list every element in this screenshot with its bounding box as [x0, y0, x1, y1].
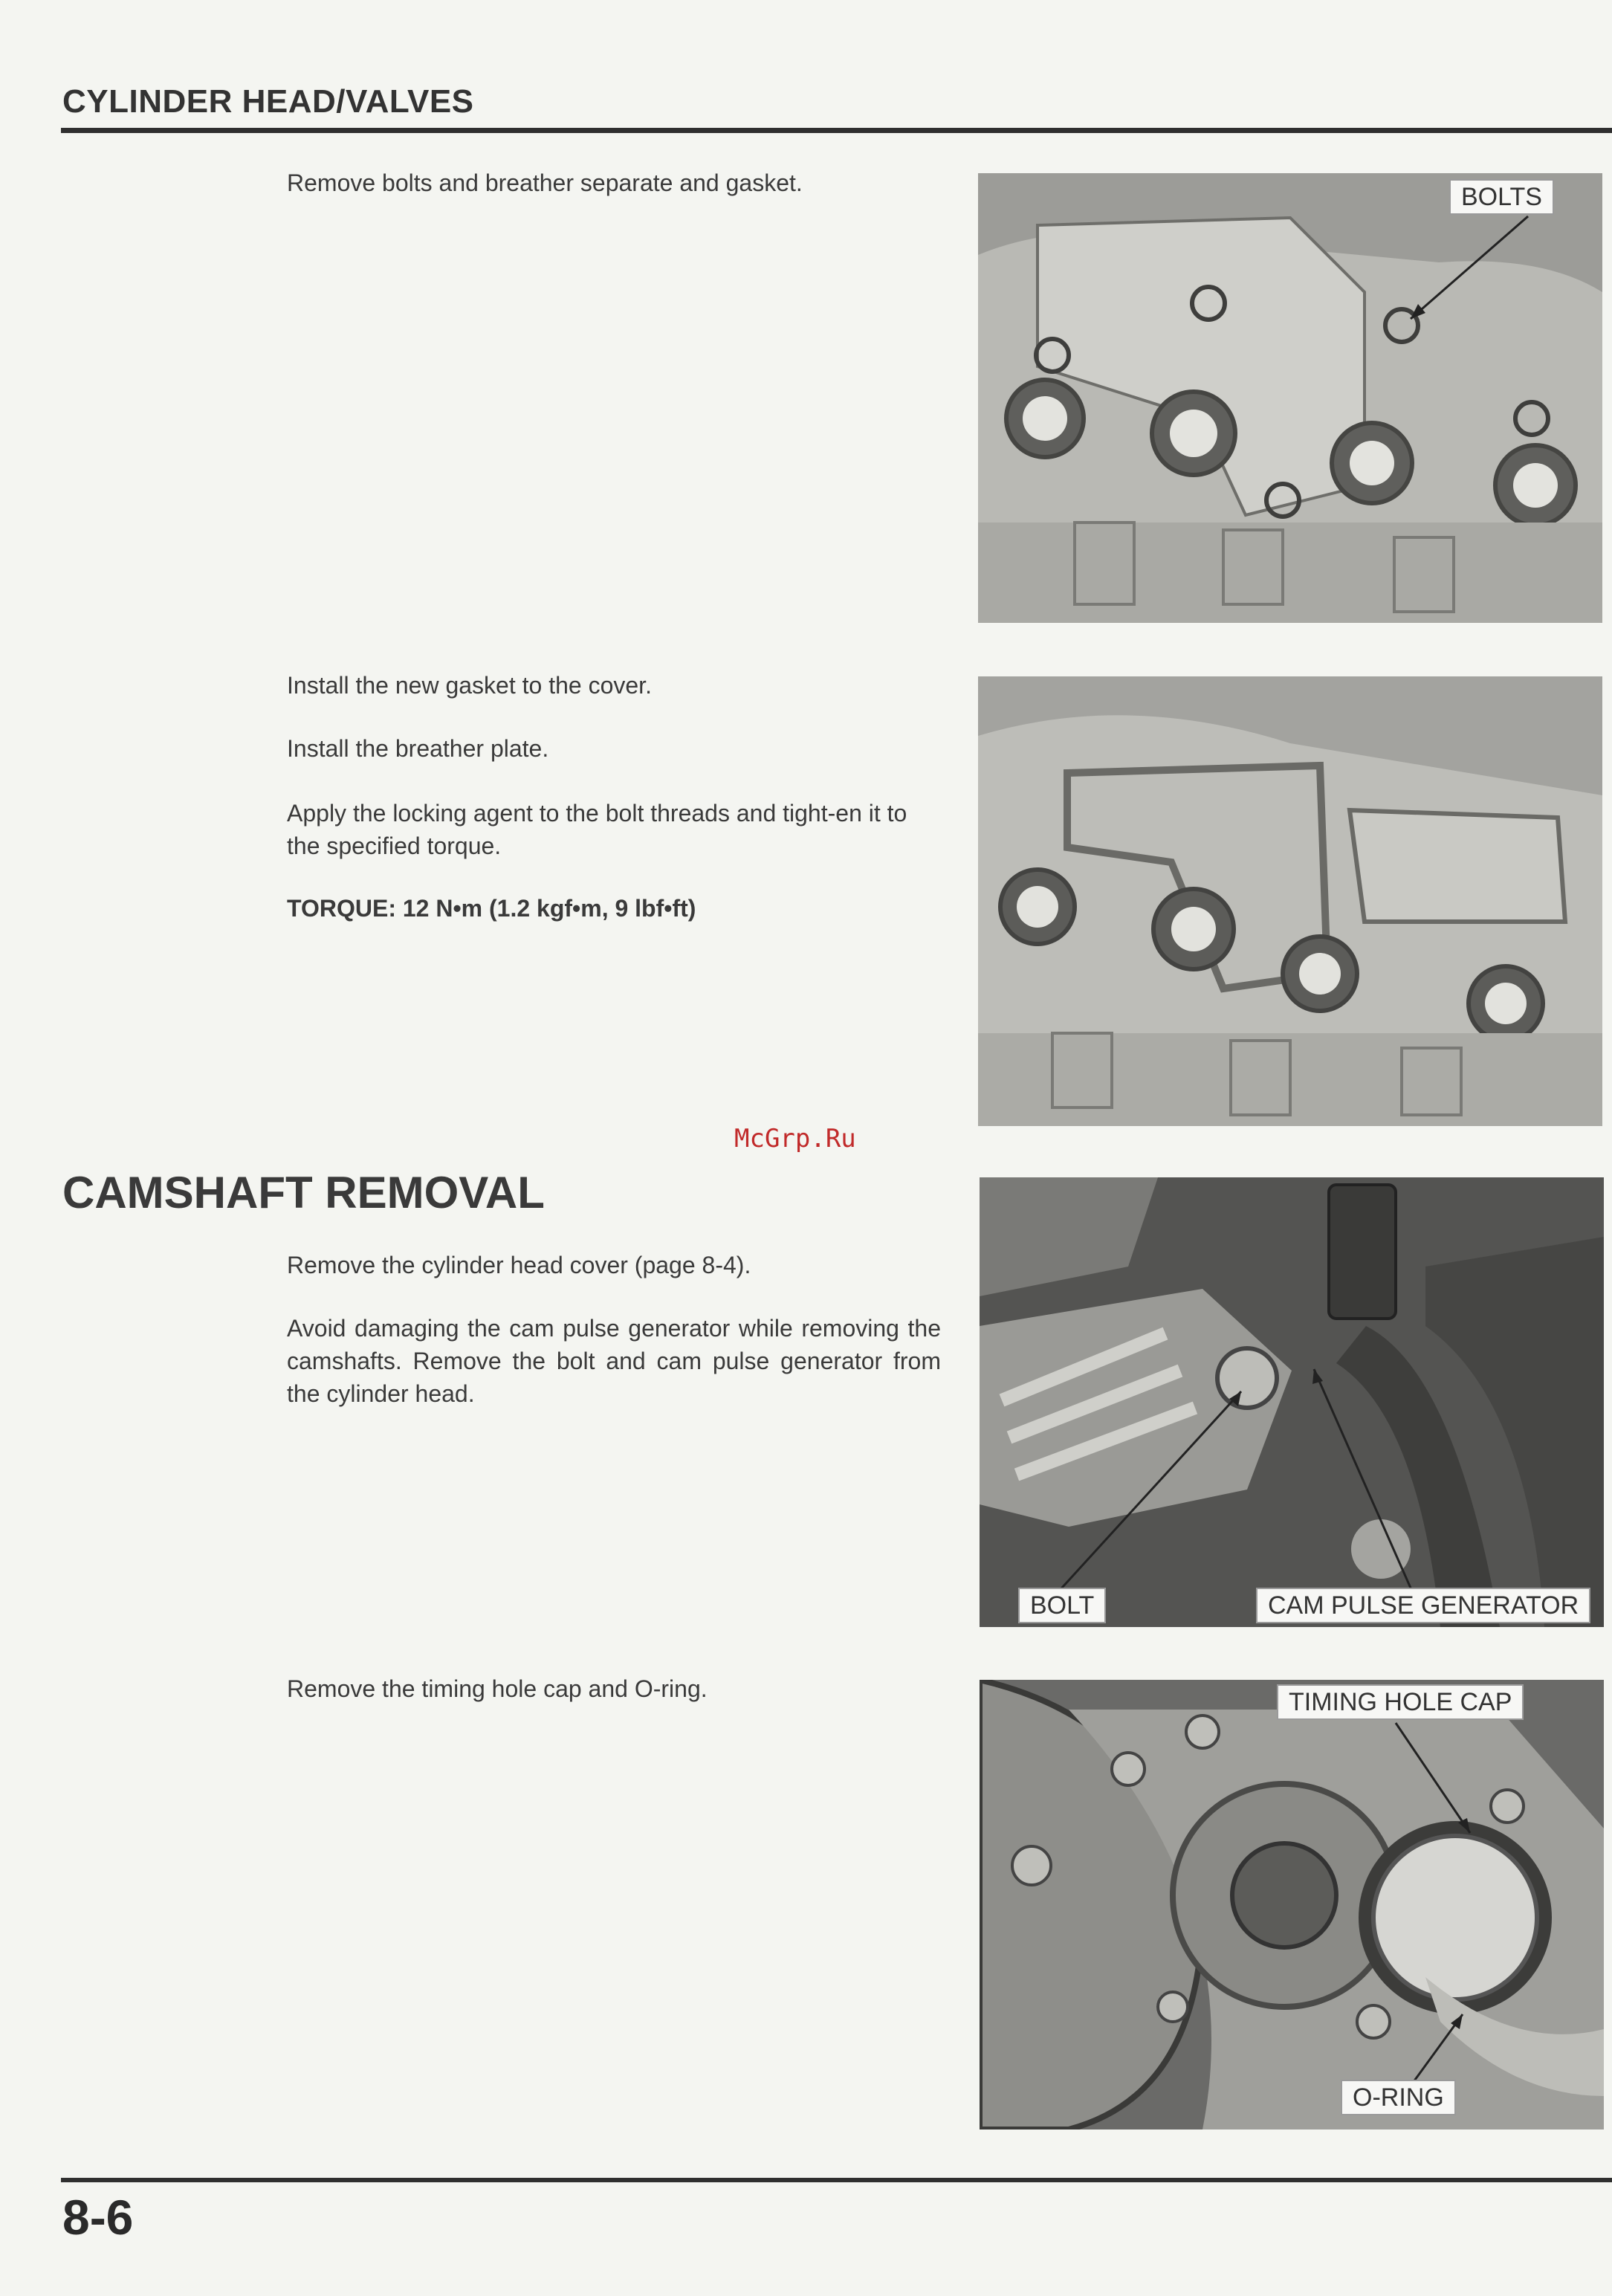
- label-timing-hole-cap: TIMING HOLE CAP: [1277, 1684, 1524, 1720]
- breather-plate-illustration: [978, 676, 1602, 1126]
- step-install-breather-text: Install the breather plate.: [287, 735, 549, 762]
- step-remove-bolts-text: Remove bolts and breather separate and gasket.: [287, 169, 803, 196]
- step-apply-locking-agent-text: Apply the locking agent to the bolt threads and tight-en it to the specified torque.: [287, 800, 907, 859]
- label-cam-pulse-generator: CAM PULSE GENERATOR: [1256, 1588, 1590, 1623]
- step-remove-head-cover-text: Remove the cylinder head cover (page 8-4).: [287, 1252, 751, 1278]
- bolts-leader-line: [978, 173, 1602, 623]
- watermark-text: McGrp.Ru: [734, 1124, 856, 1154]
- timing-cap-leader-lines: [980, 1680, 1604, 2130]
- label-bolt: BOLT: [1018, 1588, 1106, 1623]
- photo-head-cover-bolts: [978, 173, 1602, 623]
- cam-pulse-leader-lines: [980, 1177, 1604, 1627]
- label-bolts: BOLTS: [1449, 179, 1554, 215]
- label-o-ring: O-RING: [1341, 2080, 1456, 2115]
- page-number: 8-6: [62, 2190, 134, 2245]
- running-header-title: CYLINDER HEAD/VALVES: [62, 83, 474, 120]
- step-install-gasket-text: Install the new gasket to the cover.: [287, 672, 652, 699]
- torque-spec: TORQUE: 12 N•m (1.2 kgf•m, 9 lbf•ft): [287, 895, 696, 922]
- section-title-camshaft-removal: CAMSHAFT REMOVAL: [62, 1168, 545, 1217]
- header-rule: [61, 128, 1612, 133]
- footer-rule: [61, 2178, 1612, 2182]
- photo-timing-hole-cap: [980, 1680, 1604, 2130]
- step-remove-cam-pulse-generator-text: Avoid damaging the cam pulse generator while removing the camshafts. Remove the bolt and cam pulse generator from the cylinder head.: [287, 1315, 941, 1407]
- step-remove-timing-hole-cap-text: Remove the timing hole cap and O-ring.: [287, 1675, 708, 1702]
- photo-cam-pulse-generator: [980, 1177, 1604, 1627]
- photo-breather-plate-installed: [978, 676, 1602, 1126]
